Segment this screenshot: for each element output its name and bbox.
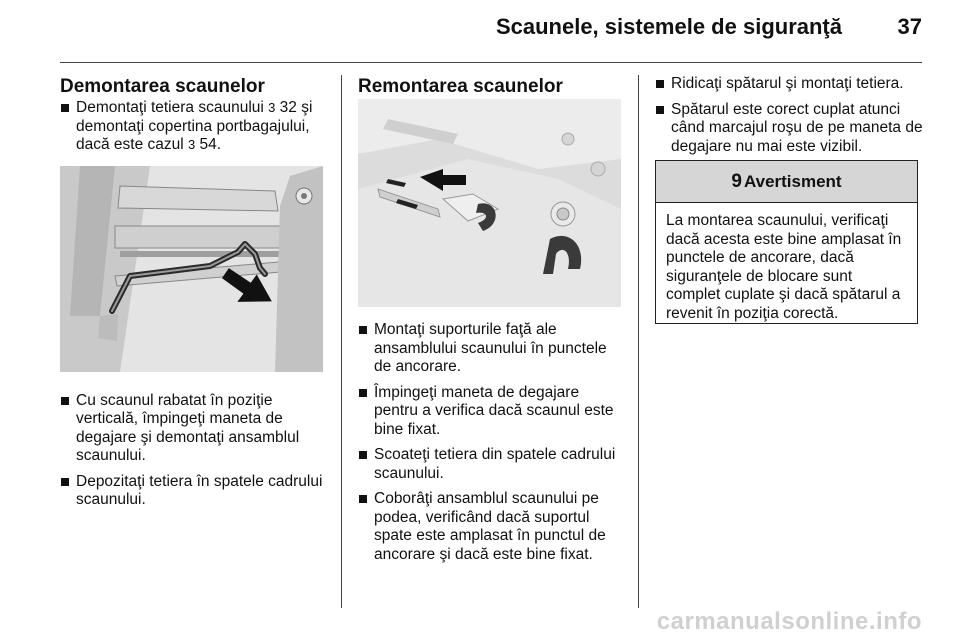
section-title-refit: Remontarea scaunelor bbox=[358, 76, 563, 97]
page-header-title: Scaunele, sistemele de siguranţă bbox=[495, 14, 842, 39]
section-title-removal: Demontarea scaunelor bbox=[60, 76, 265, 97]
list-item: Demontaţi tetiera scaunului 3 32 şi demontaţi copertina portbagajului, dacă este cazul 3 54. bbox=[60, 99, 330, 155]
page-ref-icon: 3 bbox=[188, 137, 196, 152]
warning-header bbox=[656, 161, 917, 203]
list-item: Scoateţi tetiera din spatele cadrului scaunului. bbox=[358, 446, 626, 483]
list-item: Împingeţi maneta de degajare pentru a verifica dacă scaunul este bine fixat. bbox=[358, 384, 626, 440]
list-item: Depozitaţi tetiera în spatele cadrului scaunului. bbox=[60, 473, 330, 510]
seat-anchor-illustration bbox=[358, 99, 621, 307]
column-1 bbox=[60, 75, 330, 517]
warning-icon: 9 bbox=[731, 170, 742, 192]
page-number: 37 bbox=[897, 14, 922, 39]
watermark: carmanualsonline.info bbox=[656, 608, 922, 635]
list-item: Montaţi suporturile faţă ale ansamblului scaunului în punctele de ancorare. bbox=[358, 321, 626, 377]
page-ref-icon: 3 bbox=[268, 100, 276, 115]
list-item: Ridicaţi spătarul şi montaţi tetiera. bbox=[655, 75, 925, 94]
list-item: Cu scaunul rabatat în poziţie verticală, împingeţi maneta de degajare şi demontaţi ansamblul scaunului. bbox=[60, 392, 330, 466]
column-divider bbox=[341, 75, 342, 608]
warning-box bbox=[655, 160, 918, 324]
header-rule bbox=[60, 62, 922, 63]
warning-title: Avertisment bbox=[743, 171, 842, 191]
column-3 bbox=[655, 75, 925, 163]
seat-removal-illustration bbox=[60, 166, 323, 372]
column-divider bbox=[638, 75, 639, 608]
warning-body: La montarea scaunului, verificaţi dacă acesta este bine amplasat în punctele de ancorare, dacă siguranţele de blocare sunt complet cuplate şi dacă spătarul a revenit în poziţia corectă. bbox=[666, 212, 902, 322]
list-item: Coborâţi ansamblul scaunului pe podea, verificând dacă suportul spate este amplasat în punctul de ancorare şi dacă este bine fixat. bbox=[358, 490, 626, 564]
column-2 bbox=[358, 75, 626, 571]
list-item: Spătarul este corect cuplat atunci când marcajul roşu de pe maneta de degajare nu mai este vizibil. bbox=[655, 101, 925, 157]
